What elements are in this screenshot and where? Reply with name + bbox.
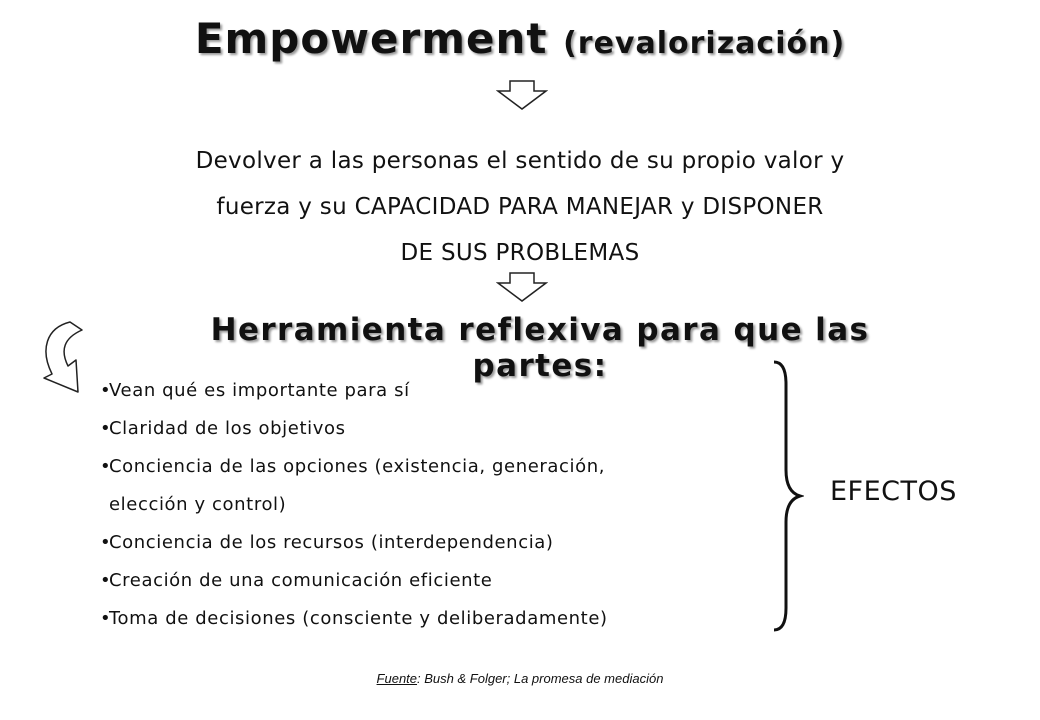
list-item: •Claridad de los objetivos	[100, 418, 346, 439]
right-brace-icon	[770, 360, 804, 636]
source-citation	[0, 671, 1040, 686]
list-item: •Conciencia de las opciones (existencia, generación,	[100, 456, 606, 477]
definition-line: fuerza y su CAPACIDAD PARA MANEJAR y DISPONER	[216, 194, 824, 220]
efectos-label: EFECTOS	[830, 476, 957, 507]
slide-title	[0, 14, 1040, 63]
title-main: Empowerment	[194, 14, 548, 63]
bullet-list	[100, 372, 740, 638]
list-item: •Conciencia de los recursos (interdependencia)	[100, 532, 554, 553]
down-arrow-icon	[496, 272, 548, 302]
list-item: •Creación de una comunicación eficiente	[100, 570, 493, 591]
source-label: Fuente	[376, 671, 418, 686]
list-item: •Vean qué es importante para sí	[100, 380, 410, 401]
source-text: : Bush & Folger; La promesa de mediación	[417, 671, 664, 686]
down-arrow-icon	[496, 80, 548, 110]
definition-line: DE SUS PROBLEMAS	[400, 240, 640, 266]
definition-line: Devolver a las personas el sentido de su propio valor y	[195, 148, 845, 174]
title-sub: (revalorización)	[563, 26, 846, 61]
list-item: •Toma de decisiones (consciente y deliberadamente)	[100, 608, 608, 629]
section-heading: Herramienta reflexiva para que las partes:	[210, 312, 870, 384]
list-item-continuation: elección y control)	[109, 494, 287, 515]
curved-arrow-icon	[30, 318, 86, 396]
definition-text	[120, 138, 920, 276]
